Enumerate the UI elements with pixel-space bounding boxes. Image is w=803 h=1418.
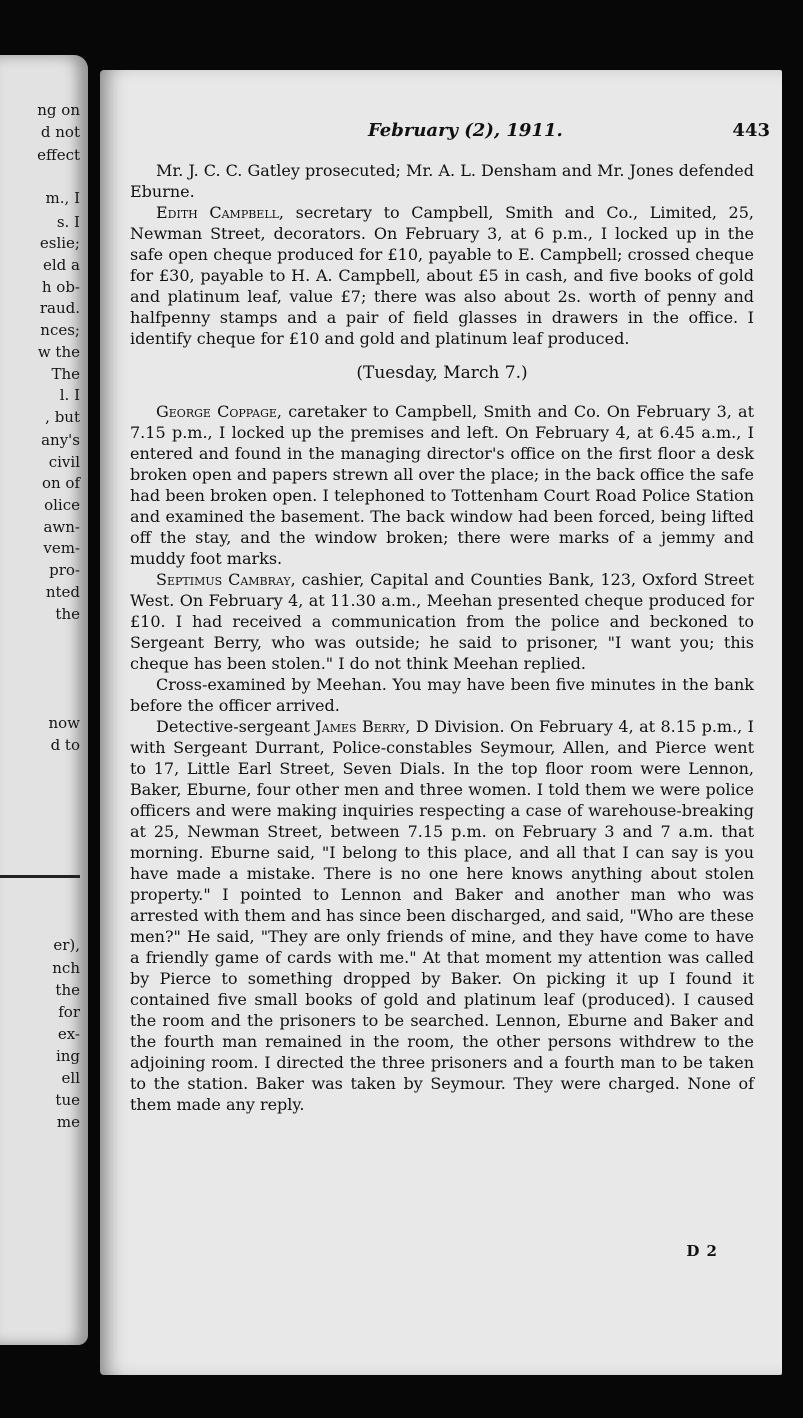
- left-page-fragment: now: [48, 714, 80, 732]
- left-page-fragment: pro-: [49, 561, 80, 579]
- paragraph-cross-examination: Cross-examined by Meehan. You may have been five minutes in the bank before the officer arrived.: [130, 675, 754, 715]
- paragraph-campbell: [130, 202, 754, 349]
- left-page-fragment: effect: [37, 146, 80, 164]
- left-page-fragment: m., I: [45, 189, 80, 207]
- left-page-rule: [0, 875, 80, 878]
- left-page-fragment: civil: [48, 453, 80, 471]
- left-page-fragment: er),: [53, 936, 80, 954]
- left-page-fragment: on of: [41, 474, 80, 492]
- left-page-fragment: eld a: [43, 256, 80, 274]
- left-page-fragment: nces;: [40, 321, 80, 339]
- witness-name: Edith Campbell,: [156, 203, 285, 222]
- left-page-fragment: ex-: [57, 1025, 80, 1043]
- left-page-fragment: h ob-: [41, 278, 80, 296]
- date-heading: (Tuesday, March 7.): [356, 363, 528, 383]
- left-page-fragment: raud.: [39, 299, 80, 317]
- left-page-fragment: , but: [45, 408, 80, 426]
- left-page-fragment: any's: [41, 431, 80, 449]
- page-header: [140, 120, 770, 142]
- page-number: 443: [732, 120, 770, 141]
- left-page-fragment: l. I: [59, 386, 80, 404]
- left-page-fragment: awn-: [43, 518, 80, 536]
- page-body: [130, 160, 754, 1115]
- left-page-fragment: nted: [45, 583, 80, 601]
- book-page: [100, 70, 782, 1375]
- left-page-fragment: the: [55, 605, 80, 623]
- witness-name: Septimus Cambray,: [156, 570, 296, 589]
- left-page-fragment: d to: [50, 736, 80, 754]
- signature-mark: D 2: [686, 1242, 718, 1260]
- left-page-fragment: for: [58, 1003, 80, 1021]
- left-page-fragment: ell: [61, 1069, 80, 1087]
- left-page-fragment: vem-: [43, 539, 80, 557]
- running-head: February (2), 1911.: [368, 120, 563, 141]
- paragraph-coppage: [130, 401, 754, 569]
- witness-testimony: secretary to Campbell, Smith and Co., Limited, 25, Newman Street, decorators. On February 3, at 6 p.m., I locked up in the safe open cheque produced for £10, payable to E. Campbell; crossed cheque for £30, payable to H. A. Campbell, about £5 in cash, and five books of gold and platinum leaf, value £7; there was also about 2s. worth of penny and halfpenny stamps and a pair of field glasses in drawers in the office. I identify cheque for £10 and gold and platinum leaf produced.: [130, 203, 754, 348]
- left-page-edge: [0, 55, 88, 1345]
- witness-rank: Detective-sergeant: [156, 717, 316, 736]
- left-page-fragment: eslie;: [39, 234, 80, 252]
- witness-testimony: caretaker to Campbell, Smith and Co. On February 3, at 7.15 p.m., I locked up the premises and left. On February 4, at 6.45 a.m., I entered and found in the managing director's office on the first floor a desk broken open and papers strewn all over the place; in the back office the safe had been broken open. I telephoned to Tottenham Court Road Police Station and examined the basement. The back window had been forced, being lifted off the stay, and the window broken; there were marks of a jemmy and muddy foot marks.: [130, 402, 754, 568]
- left-page-fragment: tue: [55, 1091, 80, 1109]
- witness-name: James Berry,: [315, 717, 411, 736]
- witness-name: George Coppage,: [156, 402, 283, 421]
- paragraph-berry: [130, 716, 754, 1115]
- left-page-fragment: me: [56, 1113, 80, 1131]
- left-page-fragment: ng on: [37, 101, 80, 119]
- left-page-fragment: d not: [40, 123, 80, 141]
- paragraph-cambray: [130, 569, 754, 674]
- left-page-fragment: the: [55, 981, 80, 999]
- left-page-fragment: ing: [55, 1047, 80, 1065]
- paragraph-counsel: Mr. J. C. C. Gatley prosecuted; Mr. A. L. Densham and Mr. Jones defended Eburne.: [130, 161, 754, 201]
- left-page-fragment: olice: [44, 496, 80, 514]
- witness-testimony: cashier, Capital and Counties Bank, 123, Oxford Street West. On February 4, at 11.30 a.m., Meehan presented cheque produced for £10. I had received a communication from the police and beckoned to Sergeant Berry, who was outside; he said to prisoner, "I want you; this cheque has been stolen." I do not think Meehan replied.: [130, 570, 754, 673]
- left-page-fragment: w the: [37, 343, 80, 361]
- witness-testimony: D Division. On February 4, at 8.15 p.m., I with Sergeant Durrant, Police-constables Seymour, Allen, and Pierce went to 17, Little Earl Street, Seven Dials. In the top floor room were Lennon, Baker, Eburne, four other men and three women. I told them we were police officers and were making inquiries respecting a case of warehouse-breaking at 25, Newman Street, between 7.15 p.m. on February 3 and 7 a.m. that morning. Eburne said, "I belong to this place, and all that I can say is you have made a mistake. There is no one here knows anything about stolen property." I pointed to Lennon and Baker and another man who was arrested with them and has since been discharged, and said, "Who are these men?" He said, "They are only friends of mine, and they have come to have a friendly game of cards with me." At that moment my attention was called by Pierce to something dropped by Baker. On picking it up I found it contained five small books of gold and platinum leaf (produced). I caused the room and the prisoners to be searched. Lennon, Eburne and Baker and the fourth man remained in the room, the other persons withdrew to the adjoining room. I directed the three prisoners and a fourth man to be taken to the station. Baker was taken by Seymour. They were charged. None of them made any reply.: [130, 717, 755, 1114]
- left-page-fragment: s. I: [56, 213, 80, 231]
- left-page-fragment: nch: [52, 959, 80, 977]
- left-page-fragment: The: [51, 365, 80, 383]
